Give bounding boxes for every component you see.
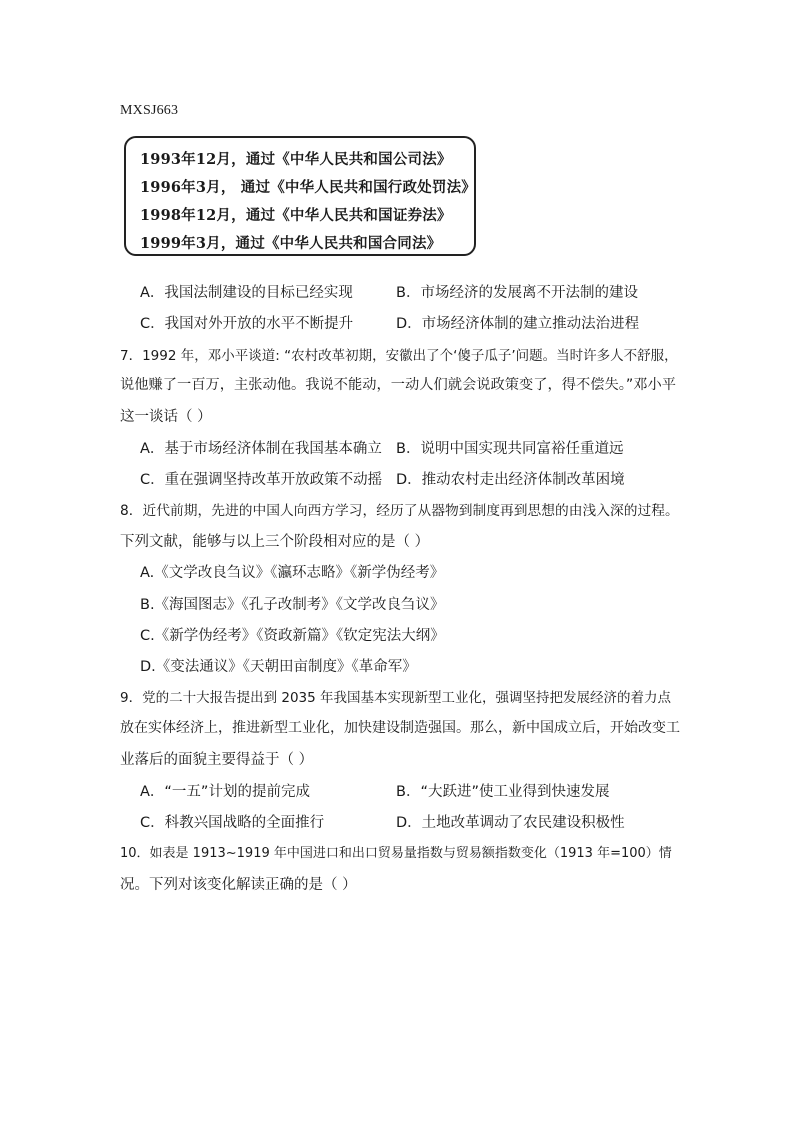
q9-stem-line-1: 9．党的二十大报告提出到 2035 年我国基本实现新型工业化，强调坚持把发展经济的着力点	[120, 690, 672, 706]
q7-option-b[interactable]: B．说明中国实现共同富裕任重道远	[396, 441, 624, 457]
law-line-1998: 1998年12月，通过《中华人民共和国证券法》	[140, 207, 452, 224]
q7-stem-line-3: 这一谈话（ ）	[120, 409, 212, 425]
law-timeline-box	[124, 136, 476, 256]
q9-option-a[interactable]: A．“一五”计划的提前完成	[140, 784, 310, 800]
q10-stem-line-1: 10．如表是 1913~1919 年中国进口和出口贸易量指数与贸易额指数变化（1913 年=100）情	[120, 846, 672, 861]
q8-option-d[interactable]: D.《变法通议》《天朝田亩制度》《革命军》	[140, 659, 417, 675]
q6-option-a[interactable]: A．我国法制建设的目标已经实现	[140, 285, 353, 301]
q8-option-c[interactable]: C.《新学伪经考》《资政新篇》《钦定宪法大纲》	[140, 628, 445, 644]
document-code: MXSJ663	[120, 103, 179, 118]
q8-option-b[interactable]: B.《海国图志》《孔子改制考》《文学改良刍议》	[140, 597, 445, 613]
q8-option-a[interactable]: A.《文学改良刍议》《瀛环志略》《新学伪经考》	[140, 565, 445, 581]
q9-stem-line-2: 放在实体经济上，推进新型工业化，加快建设制造强国。那么，新中国成立后，开始改变工	[120, 720, 680, 736]
q7-stem-line-1: 7．1992 年，邓小平谈道: “农村改革初期，安徽出了个‘傻子瓜子’问题。当时许多人不舒服，	[120, 348, 678, 364]
law-line-1996: 1996年3月， 通过《中华人民共和国行政处罚法》	[140, 179, 476, 196]
q6-option-c[interactable]: C．我国对外开放的水平不断提升	[140, 316, 354, 332]
q7-option-a[interactable]: A．基于市场经济体制在我国基本确立	[140, 441, 382, 457]
q7-option-d[interactable]: D．推动农村走出经济体制改革困境	[396, 472, 625, 488]
q8-stem-line-2: 下列文献，能够与以上三个阶段相对应的是（ ）	[120, 534, 430, 550]
q9-option-c[interactable]: C．科教兴国战略的全面推行	[140, 815, 325, 831]
q7-option-c[interactable]: C．重在强调坚持改革开放政策不动摇	[140, 472, 383, 488]
law-line-1999: 1999年3月，通过《中华人民共和国合同法》	[140, 235, 442, 252]
q9-option-b[interactable]: B．“大跃进”使工业得到快速发展	[396, 784, 610, 800]
q6-option-b[interactable]: B．市场经济的发展离不开法制的建设	[396, 285, 638, 301]
q9-stem-line-3: 业落后的面貌主要得益于（ ）	[120, 752, 314, 768]
q9-option-d[interactable]: D．土地改革调动了农民建设积极性	[396, 815, 625, 831]
q7-stem-line-2: 说他赚了一百万，主张动他。我说不能动，一动人们就会说政策变了，得不偿失。”邓小平	[120, 377, 677, 393]
law-line-1993: 1993年12月，通过《中华人民共和国公司法》	[140, 151, 452, 168]
q10-stem-line-2: 况。下列对该变化解读正确的是（ ）	[120, 877, 357, 893]
q6-option-d[interactable]: D．市场经济体制的建立推动法治进程	[396, 316, 640, 332]
q8-stem-line-1: 8．近代前期，先进的中国人向西方学习，经历了从器物到制度再到思想的由浅入深的过程。	[120, 503, 679, 519]
